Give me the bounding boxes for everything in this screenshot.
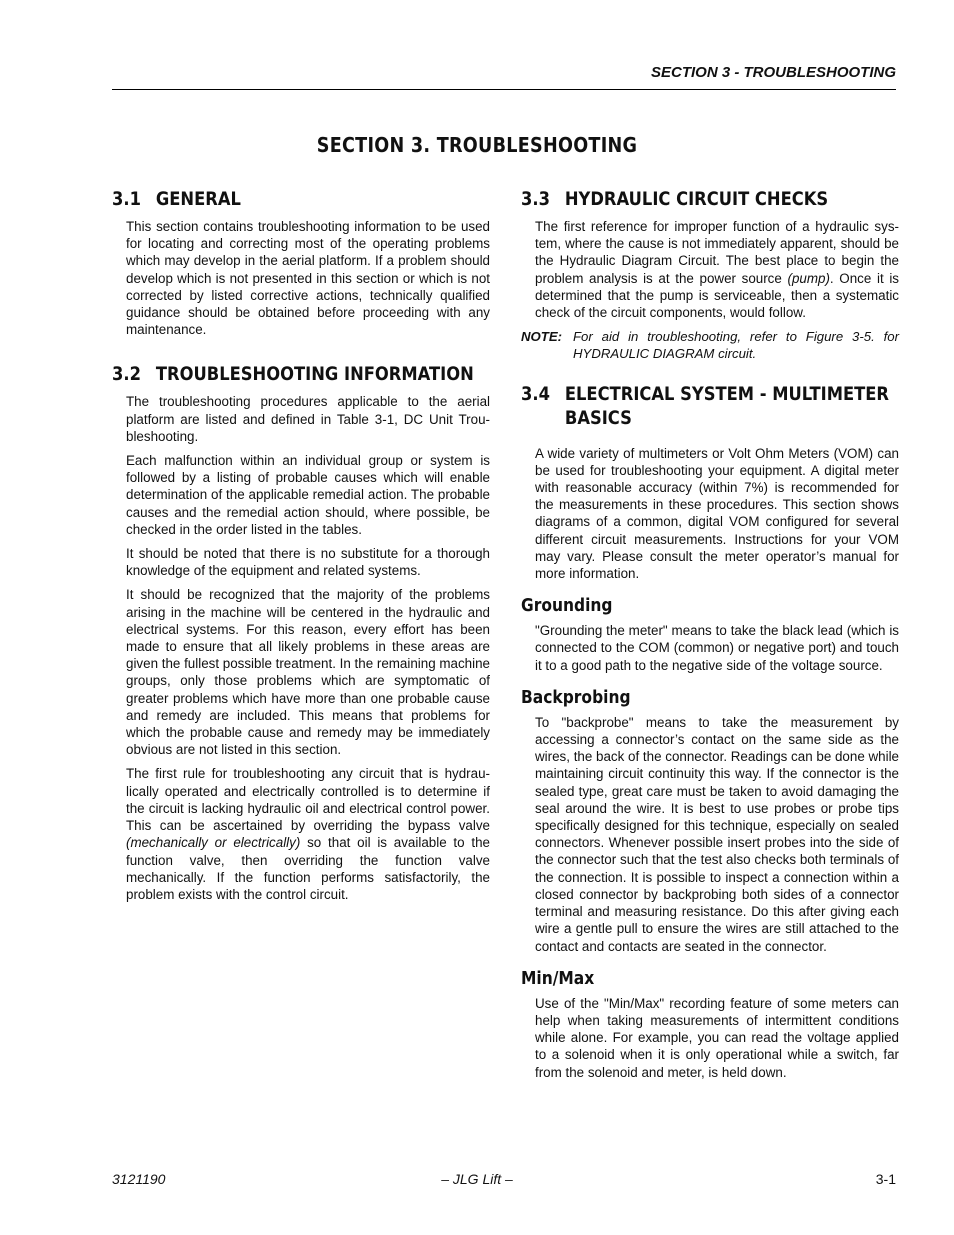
heading-backprobing: Backprobing [521,686,631,708]
page-title: SECTION 3. TROUBLESHOOTING [316,133,638,157]
heading-grounding: Grounding [521,595,613,617]
note [521,328,899,362]
heading-text: HYDRAULIC CIRCUIT CHECKS [564,188,829,210]
heading-text: ELECTRICAL SYSTEM - MULTIMETER BASICS [564,382,890,429]
running-header: SECTION 3 - TROUBLESHOOTING [650,64,896,81]
footer-publisher: – JLG Lift – [441,1171,513,1187]
heading-number: 3.3 [521,188,550,210]
min-max-paragraph: Use of the "Min/Max" recording feature of some meters can help when taking measurements of intermittent conditions while alone. For example, you can read the voltage applied to a solenoid when it is only operational while a switch, far from the solenoid and meter, is held down. [535,995,899,1080]
heading-general [112,187,489,211]
header-divider [112,89,896,90]
info-paragraph-3: It should be noted that there is no substitute for a thorough knowledge of the equipment and related systems. [126,546,490,579]
heading-electrical-system [521,382,898,430]
heading-number: 3.2 [112,363,141,386]
backprobing-paragraph: To "backprobe" means to take the measurement by accessing a connector’s contact on the same side as the wires, the back of the connector. Readings can be done while maintaining circuit continuity this way. If the connector is the sealed type, great care must be taken to avoid damaging the seal around the wire. It is best to use probes or probe tips specifically designed for this technique, especially on sealed connectors. Whenever possible insert probes into the side of the connector such that the test also checks both terminals of the connection. It is possible to inspect a connection within a closed connector by backprobing both sides of a connector terminal and measuring resistance. Do this after giving each wire a gentle pull to ensure the wires are still attached to the contact and contacts are seated in the connector. [535,714,900,954]
note-label: NOTE: [521,329,563,345]
hydraulic-paragraph: The first reference for improper function of a hydraulic system, where the cause is not immediately apparent, should be the Hydraulic Diagram Circuit. The best place to begin the problem analysis is at the power source (pump). Once it is determined that the pump is serviceable, then a systematic check of the circuit components, would follow. [535,219,899,321]
note-text: For aid in troubleshooting, refer to Figure 3-5. for HYDRAULIC DIAGRAM circuit. [573,329,899,362]
right-column [521,187,899,1088]
heading-text: GENERAL [155,188,241,210]
heading-min-max: Min/Max [521,967,595,989]
heading-troubleshooting-information [112,362,489,386]
heading-number: 3.4 [521,382,550,405]
footer-page-number: 3-1 [875,1171,896,1187]
heading-hydraulic-circuit-checks [521,187,898,211]
heading-number: 3.1 [112,188,141,210]
info-paragraph-1: The troubleshooting procedures applicable to the aerial platform are listed and defined in Table 3-1, DC Unit Troubleshooting. [126,394,490,444]
info-paragraph-2: Each malfunction within an individual group or system is followed by a listing of probable causes which will enable determination of the applicable remedial action. The probable causes and the remedial action should, where possible, be checked in the order listed in the tables. [126,453,490,537]
footer-doc-number: 3121190 [112,1171,166,1187]
heading-text: TROUBLESHOOTING INFORMATION [155,363,474,386]
grounding-paragraph: "Grounding the meter" means to take the black lead (which is connected to the COM (common) or negative port) and touch it to a good path to the negative side of the voltage source. [535,623,899,673]
left-column [112,187,490,910]
info-paragraph-5: The first rule for troubleshooting any circuit that is hydraulically operated and electrically controlled is to determine if the circuit is lacking hydraulic oil and electrical control power. This can be ascertained by overriding the bypass valve (mechanically or electrically) so that oil is available to the function valve, then overriding the function valve mechanically. If the function performs satisfactorily, the problem exists with the control circuit. [126,766,490,902]
general-paragraph: This section contains troubleshooting information to be used for locating and correcting most of the operating problems which may develop in the aerial platform. If a problem should develop which is not presented in this section or which is not corrected by listed corrective actions, technically qualified guidance should be obtained before proceeding with any maintenance. [126,219,490,338]
electrical-paragraph: A wide variety of multimeters or Volt Ohm Meters (VOM) can be used for troubleshooting your equipment. A digital meter with reasonable accuracy (within 7%) is recommended for the measurements in these procedures. This section shows diagrams of a common, digital VOM configured for several different circuit measurements. Instructions for your VOM may vary. Please consult the meter operator’s manual for more information. [535,445,899,582]
info-paragraph-4: It should be recognized that the majority of the problems arising in the machine will be centered in the hydraulic and electrical systems. For this reason, every effort has been made to ensure that all likely problems in these areas are given the fullest possible treatment. In the remaining machine groups, only those problems which are symptomatic of greater problems which have more than one probable cause and remedy are included. This means that problems for which the probable cause and remedy may be immediately obvious are not listed in this section. [126,587,490,758]
